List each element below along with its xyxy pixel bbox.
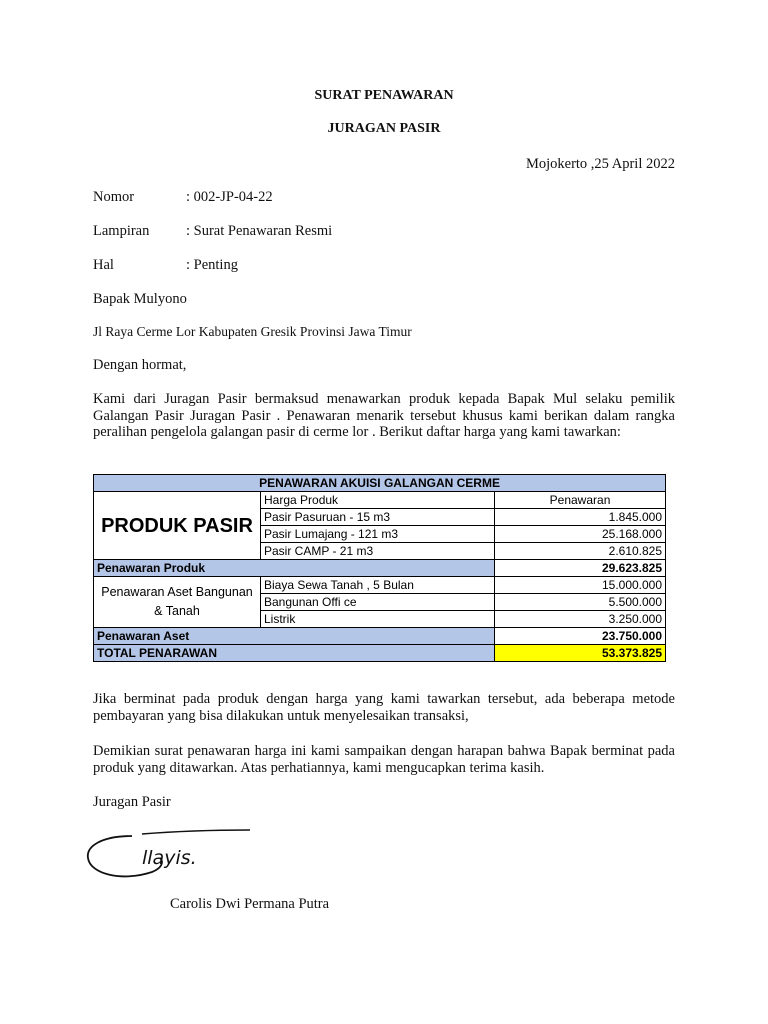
signature-image [82,822,262,892]
product-price: 25.168.000 [495,526,666,543]
place-date: Mojokerto ,25 April 2022 [525,156,675,172]
product-price: 1.845.000 [495,509,666,526]
asset-group-label: Penawaran Aset Bangunan & Tanah [94,577,261,628]
meta-label-hal: Hal [93,257,114,273]
column-header-offer: Penawaran [495,492,666,509]
recipient-address: Jl Raya Cerme Lor Kabupaten Gresik Provinsi Jawa Timur [93,324,412,339]
table-title: PENAWARAN AKUISI GALANGAN CERME [94,475,666,492]
closing-paragraph: Demikian surat penawaran harga ini kami sampaikan dengan harapan bahwa Bapak berminat pada produk yang ditawarkan. Atas perhatiannya, kami mengucapkan terima kasih. [93,743,675,776]
greeting: Dengan hormat, [93,357,187,373]
asset-total-label: Penawaran Aset [94,628,495,645]
asset-price: 15.000.000 [495,577,666,594]
asset-price: 5.500.000 [495,594,666,611]
product-name: Pasir Lumajang - 121 m3 [261,526,495,543]
letter-title: SURAT PENAWARAN [314,88,454,103]
table-row [94,560,666,577]
grand-total-label: TOTAL PENARAWAN [94,645,495,662]
grand-total-value: 53.373.825 [495,645,666,662]
payment-paragraph: Jika berminat pada produk dengan harga yang kami tawarkan tersebut, ada beberapa metode pembayaran yang bisa dilakukan untuk menyelesaikan transaksi, [93,691,675,724]
letter-subtitle: JURAGAN PASIR [327,121,441,136]
product-total-value: 29.623.825 [495,560,666,577]
product-group-label: PRODUK PASIR [94,492,261,560]
product-total-label: Penawaran Produk [94,560,495,577]
offer-table [93,474,666,662]
meta-value-nomor: : 002-JP-04-22 [186,189,273,205]
product-name: Pasir Pasuruan - 15 m3 [261,509,495,526]
asset-name: Bangunan Offi ce [261,594,495,611]
asset-name: Listrik [261,611,495,628]
product-price: 2.610.825 [495,543,666,560]
asset-price: 3.250.000 [495,611,666,628]
signature-scribble: llayis. [142,847,197,869]
recipient-name: Bapak Mulyono [93,291,187,307]
table-title-row [94,475,666,492]
asset-total-value: 23.750.000 [495,628,666,645]
signer-name: Carolis Dwi Permana Putra [170,896,330,912]
meta-label-nomor: Nomor [93,189,135,205]
meta-label-lampiran: Lampiran [93,223,150,239]
sender-name: Juragan Pasir [93,794,171,810]
meta-value-lampiran: : Surat Penawaran Resmi [186,223,333,239]
column-header-product: Harga Produk [261,492,495,509]
product-name: Pasir CAMP - 21 m3 [261,543,495,560]
table-row [94,577,666,594]
meta-value-hal: : Penting [186,257,238,273]
table-row [94,645,666,662]
asset-name: Biaya Sewa Tanah , 5 Bulan [261,577,495,594]
intro-paragraph: Kami dari Juragan Pasir bermaksud menawarkan produk kepada Bapak Mul selaku pemilik Galangan Pasir Juragan Pasir . Penawaran menarik tersebut khusus kami berikan dalam rangka peralihan pengelola galangan pasir di cerme lor . Berikut daftar harga yang kami tawarkan: [93,391,675,440]
table-row [94,628,666,645]
table-row [94,492,666,509]
